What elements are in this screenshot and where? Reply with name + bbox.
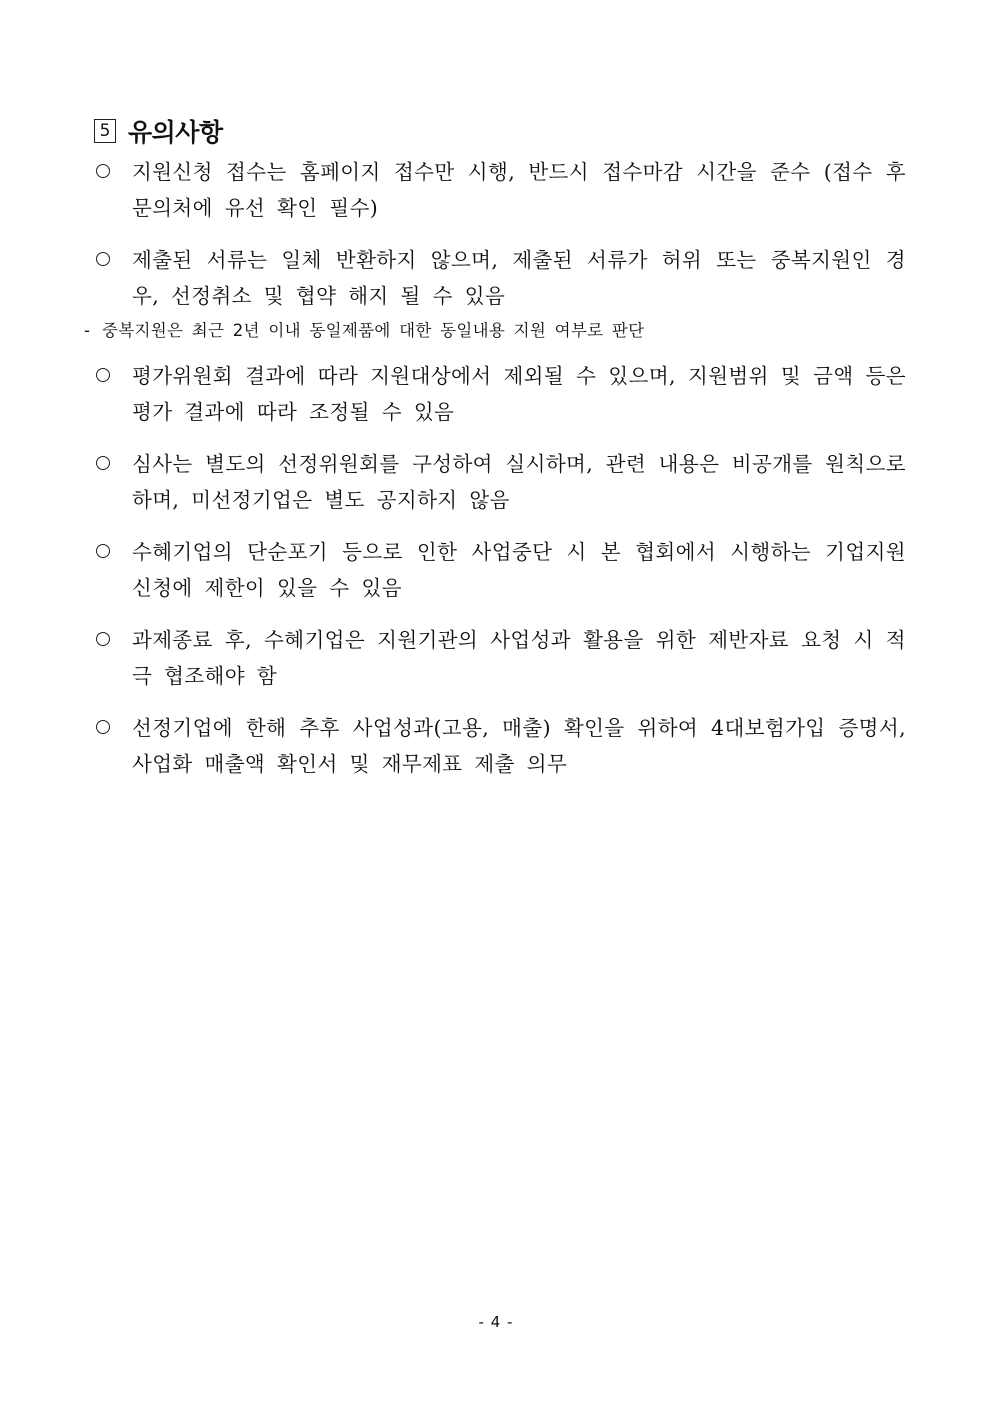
section-header [94, 114, 223, 148]
notice-item-submission [96, 154, 906, 226]
sub-note-text: 중복지원은 최근 2년 이내 동일제품에 대한 동일내용 지원 여부로 판단 [102, 321, 645, 340]
sub-note-duplicate [80, 316, 906, 346]
notice-text: 평가위원회 결과에 따라 지원대상에서 제외될 수 있으며, 지원범위 및 금액 등은 평가 결과에 따라 조정될 수 있음 [132, 364, 906, 424]
circle-bullet-icon [96, 252, 110, 266]
page-number: - 4 - [478, 1313, 514, 1331]
dash-marker: - [84, 321, 91, 340]
notice-text: 지원신청 접수는 홈페이지 접수만 시행, 반드시 접수마감 시간을 준수 (접수 후 문의처에 유선 확인 필수) [132, 160, 906, 220]
circle-bullet-icon [96, 368, 110, 382]
notice-text: 과제종료 후, 수혜기업은 지원기관의 사업성과 활용을 위한 제반자료 요청 시 적극 협조해야 함 [132, 628, 906, 688]
circle-bullet-icon [96, 456, 110, 470]
notice-item-cooperation [96, 622, 906, 694]
notice-item-withdrawal [96, 534, 906, 606]
circle-bullet-icon [96, 544, 110, 558]
notice-text: 제출된 서류는 일체 반환하지 않으며, 제출된 서류가 허위 또는 중복지원인 경우, 선정취소 및 협약 해지 될 수 있음 [132, 248, 906, 308]
circle-bullet-icon [96, 164, 110, 178]
section-title: 유의사항 [128, 118, 223, 147]
notice-item-evaluation [96, 358, 906, 430]
notice-item-reporting [96, 710, 906, 782]
notice-item-review [96, 446, 906, 518]
notice-text: 심사는 별도의 선정위원회를 구성하여 실시하며, 관련 내용은 비공개를 원칙으로 하며, 미선정기업은 별도 공지하지 않음 [132, 452, 906, 512]
circle-bullet-icon [96, 720, 110, 734]
circle-bullet-icon [96, 632, 110, 646]
notice-text: 수혜기업의 단순포기 등으로 인한 사업중단 시 본 협회에서 시행하는 기업지원 신청에 제한이 있을 수 있음 [132, 540, 906, 600]
notice-text: 선정기업에 한해 추후 사업성과(고용, 매출) 확인을 위하여 4대보험가입 증명서, 사업화 매출액 확인서 및 재무제표 제출 의무 [132, 716, 906, 776]
notice-item-documents [96, 242, 906, 314]
section-number-box: 5 [94, 119, 116, 143]
notice-list [84, 154, 906, 798]
